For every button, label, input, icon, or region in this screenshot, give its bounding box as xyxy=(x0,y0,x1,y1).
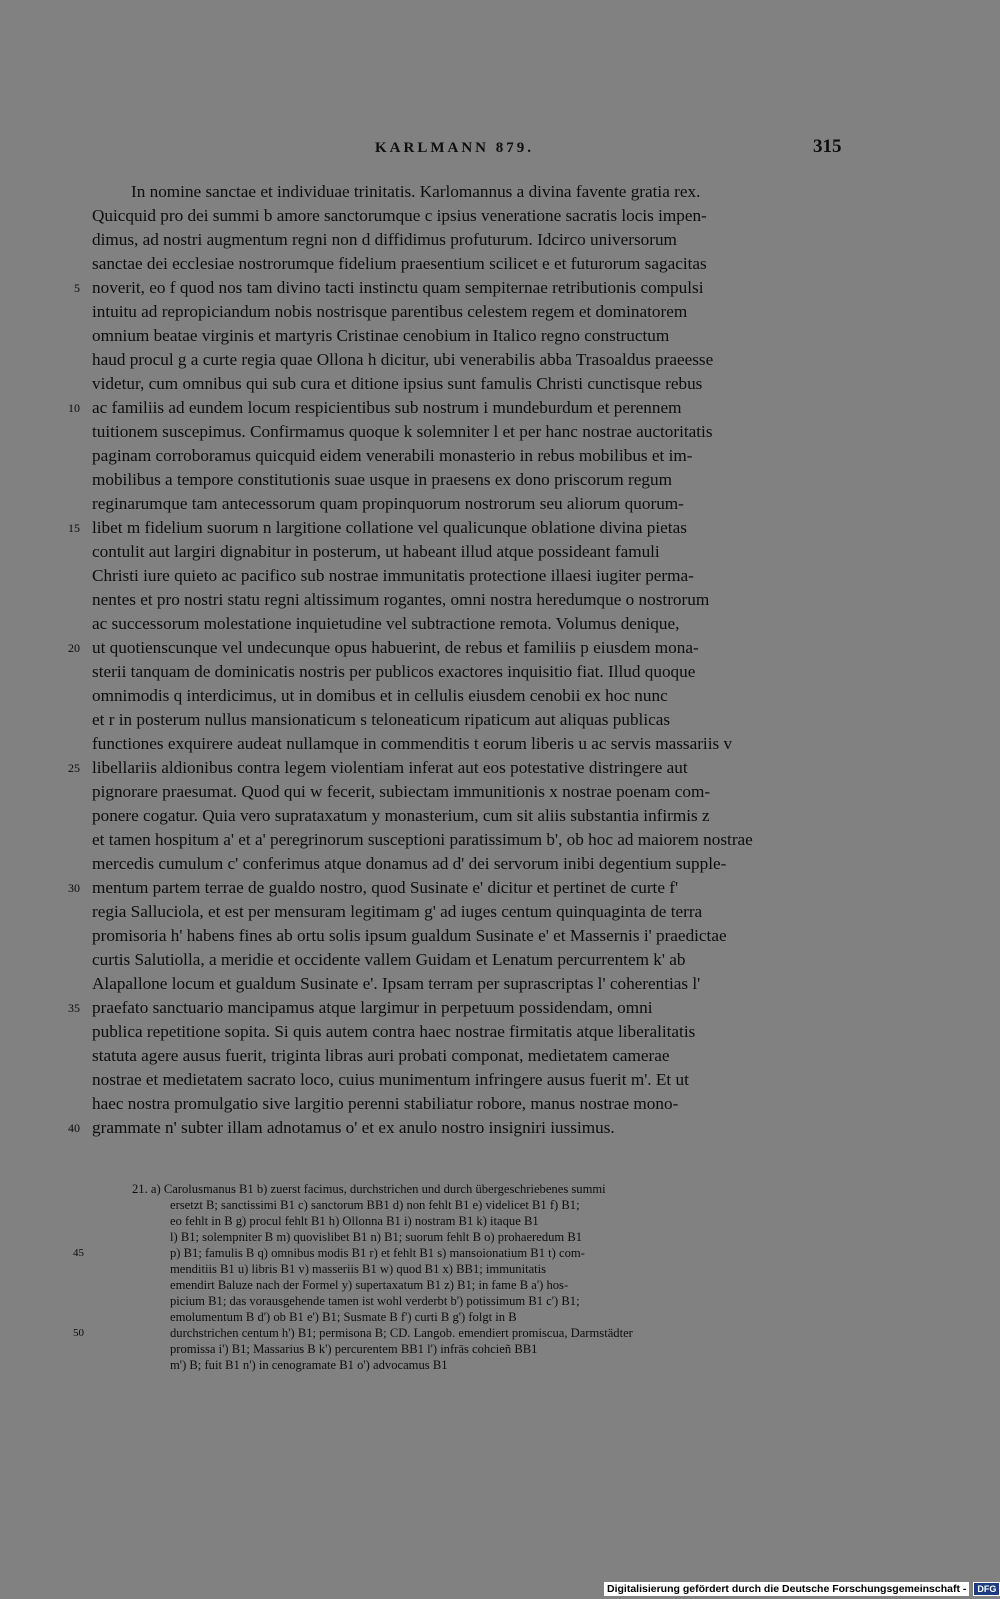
footnote-line: m') B; fuit B1 n') in cenogramate B1 o') advocamus B1 xyxy=(170,1358,448,1372)
line-number: 25 xyxy=(68,761,80,775)
footnote-line: l) B1; solempniter B m) quovislibet B1 n) B1; suorum fehlt B o) prohaeredum B1 xyxy=(170,1230,583,1244)
text-line: ponere cogatur. Quia vero suprataxatum y monasterium, cum sit aliis substantia infirmis z xyxy=(92,806,710,825)
footnote-line: emolumentum B d') ob B1 e') B1; Susmate B f') curti B g') folgt in B xyxy=(170,1310,517,1324)
funding-credit: Digitalisierung gefördert durch die Deutsche Forschungsgemeinschaft - xyxy=(604,1582,969,1596)
text-line: et r in posterum nullus mansionaticum s teloneaticum ripaticum aut aliquas publicas xyxy=(92,710,671,729)
text-line: ac familiis ad eundem locum respicientibus sub nostrum i mundeburdum et perennem xyxy=(92,398,682,417)
text-line: mentum partem terrae de gualdo nostro, quod Susinate e' dicitur et pertinet de curte f' xyxy=(92,878,679,897)
text-line: omnimodis q interdicimus, ut in domibus et in cellulis eiusdem cenobii ex hoc nunc xyxy=(92,686,668,705)
text-line: statuta agere ausus fuerit, triginta libras auri probati componat, medietatem camerae xyxy=(92,1046,670,1065)
footnote-line: emendirt Baluze nach der Formel y) supertaxatum B1 z) B1; in fame B a') hos- xyxy=(170,1278,569,1292)
text-line: Alapallone locum et gualdum Susinate e'. Ipsam terram per suprascriptas l' coherentias l' xyxy=(92,974,701,993)
footnote-line: picium B1; das vorausgehende tamen ist wohl verderbt b') potissimum B1 c') B1; xyxy=(170,1294,580,1308)
text-line: praefato sanctuario mancipamus atque largimur in perpetuum possidendam, omni xyxy=(92,998,653,1017)
line-number: 30 xyxy=(68,881,80,895)
text-line: functiones exquirere audeat nullamque in commenditis t eorum liberis u ac servis massariis v xyxy=(92,734,733,753)
footnote-line: durchstrichen centum h') B1; permisona B; CD. Langob. emendiert promiscua, Darmstädter xyxy=(170,1326,633,1340)
text-line: omnium beatae virginis et martyris Cristinae cenobium in Italico regno constructum xyxy=(92,326,670,345)
running-title: KARLMANN 879. xyxy=(375,140,534,156)
text-line: tuitionem suscepimus. Confirmamus quoque k solemniter l et per hanc nostrae auctoritatis xyxy=(92,422,713,441)
text-line: mobilibus a tempore constitutionis suae usque in praesens ex dono priscorum regum xyxy=(92,470,672,489)
line-number: 20 xyxy=(68,641,80,655)
footnote-line: menditiis B1 u) libris B1 v) masseriis B1 w) quod B1 x) BB1; immunitatis xyxy=(170,1262,547,1276)
text-line: pignorare praesumat. Quod qui w fecerit, subiectam immunitionis x nostrae poenam com- xyxy=(92,782,711,801)
text-line: contulit aut largiri dignabitur in posterum, ut habeant illud atque possideant famuli xyxy=(92,542,660,561)
page-header xyxy=(0,136,1000,166)
text-line: promisoria h' habens fines ab ortu solis ipsum gualdum Susinate e' et Massernis i' praedictae xyxy=(92,926,727,945)
footnote-line-number: 45 xyxy=(73,1247,84,1259)
text-line: In nomine sanctae et individuae trinitatis. Karlomannus a divina favente gratia rex. xyxy=(131,182,701,201)
footnote-line: p) B1; famulis B q) omnibus modis B1 r) et fehlt B1 s) mansoionatium B1 t) com- xyxy=(170,1246,585,1260)
footnote-line: 21. a) Carolusmanus B1 b) zuerst facimus, durchstrichen und durch übergeschriebenes summi xyxy=(132,1182,606,1196)
line-number: 40 xyxy=(68,1121,80,1135)
text-line: sanctae dei ecclesiae nostrorumque fidelium praesentium scilicet e et futurorum sagacitas xyxy=(92,254,707,273)
text-line: videtur, cum omnibus qui sub cura et ditione ipsius sunt famulis Christi cunctisque rebus xyxy=(92,374,703,393)
text-line: ac successorum molestatione inquietudine vel subtractione remota. Volumus denique, xyxy=(92,614,680,633)
text-line: noverit, eo f quod nos tam divino tacti instinctu quam sempiternae retributionis compulsi xyxy=(92,278,704,297)
text-line: ut quotienscunque vel undecunque opus habuerint, de rebus et familiis p eiusdem mona- xyxy=(92,638,699,657)
text-line: Christi iure quieto ac pacifico sub nostrae immunitatis protectione illaesi iugiter perma- xyxy=(92,566,694,585)
text-line: publica repetitione sopita. Si quis autem contra haec nostrae firmitatis atque liberalitatis xyxy=(92,1022,696,1041)
footnote-line-number: 50 xyxy=(73,1327,84,1339)
line-number: 5 xyxy=(74,281,80,295)
text-line: et tamen hospitum a' et a' peregrinorum susceptioni paratissimum b', ob hoc ad maiorem nostrae xyxy=(92,830,753,849)
text-line: regia Salluciola, et est per mensuram legitimam g' ad iuges centum quinquaginta de terra xyxy=(92,902,703,921)
text-line: paginam corroboramus quicquid eidem venerabili monasterio in rebus mobilibus et im- xyxy=(92,446,693,465)
line-number: 10 xyxy=(68,401,80,415)
text-line: nostrae et medietatem sacrato loco, cuius munimentum infringere ausus fuerit m'. Et ut xyxy=(92,1070,689,1089)
page-number: 315 xyxy=(813,136,842,157)
text-line: sterii tanquam de dominicatis nostris per publicos exactores inquisitio fiat. Illud quoque xyxy=(92,662,696,681)
text-line: libellariis aldionibus contra legem violentiam inferat aut eos potestative distringere aut xyxy=(92,758,688,777)
text-line: grammate n' subter illam adnotamus o' et ex anulo nostro insigniri iussimus. xyxy=(92,1118,615,1137)
text-line: reginarumque tam antecessorum quam propinquorum nostrorum seu aliorum quorum- xyxy=(92,494,684,513)
footnote-line: ersetzt B; sanctissimi B1 c) sanctorum BB1 d) non fehlt B1 e) videlicet B1 f) B1; xyxy=(170,1198,580,1212)
footer-bar xyxy=(604,1581,1000,1597)
text-line: libet m fidelium suorum n largitione collatione vel qualicunque oblatione divina pietas xyxy=(92,518,687,537)
dfg-logo: DFG xyxy=(973,1582,1000,1596)
footnote-line: eo fehlt in B g) procul fehlt B1 h) Ollonna B1 i) nostram B1 k) itaque B1 xyxy=(170,1214,539,1228)
line-number: 35 xyxy=(68,1001,80,1015)
text-line: curtis Salutiolla, a meridie et occidente vallem Guidam et Lenatum percurrentem k' ab xyxy=(92,950,686,969)
text-line: nentes et pro nostri statu regni altissimum rogantes, omni nostra heredumque o nostrorum xyxy=(92,590,710,609)
text-line: intuitu ad repropiciandum nobis nostrisque parentibus celestem regem et dominatorem xyxy=(92,302,688,321)
text-line: Quicquid pro dei summi b amore sanctorumque c ipsius veneratione sacratis locis impen- xyxy=(92,206,707,225)
text-line: mercedis cumulum c' conferimus atque donamus ad d' dei servorum inibi degentium supple- xyxy=(92,854,727,873)
text-line: haud procul g a curte regia quae Ollona h dicitur, ubi venerabilis abba Trasoaldus praeesse xyxy=(92,350,714,369)
line-number: 15 xyxy=(68,521,80,535)
footnote-line: promissa i') B1; Massarius B k') percurentem BB1 l') infrās cohcieñ BB1 xyxy=(170,1342,538,1356)
text-line: haec nostra promulgatio sive largitio perenni stabiliatur robore, manus nostrae mono- xyxy=(92,1094,679,1113)
text-line: dimus, ad nostri augmentum regni non d diffidimus profuturum. Idcirco universorum xyxy=(92,230,677,249)
